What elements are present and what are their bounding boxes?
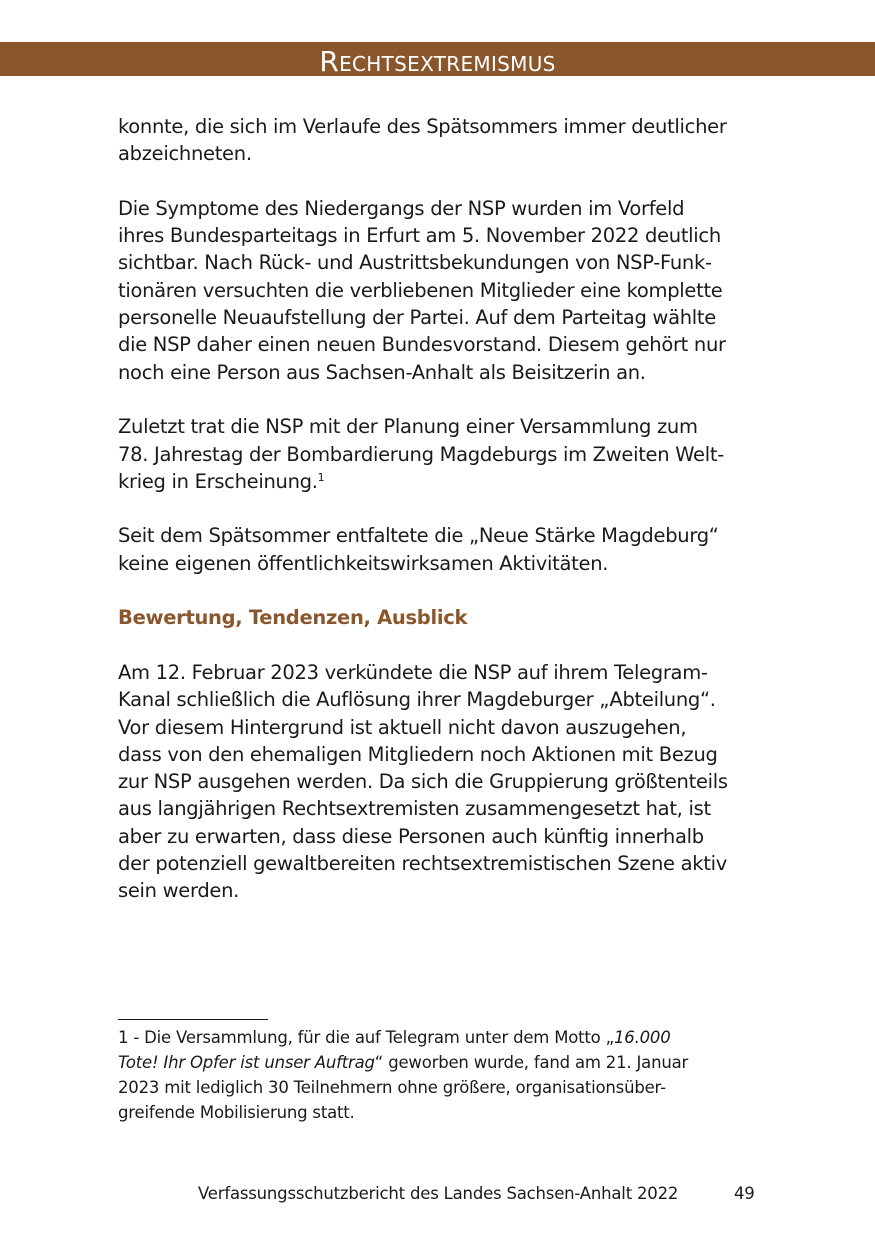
text-line: Seit dem Spätsommer entfaltete die „Neue Stärke Magdeburg“ <box>118 524 719 548</box>
text-line: noch eine Person aus Sachsen-Anhalt als Beisitzerin an. <box>118 360 646 384</box>
footnote-reference[interactable]: 1 <box>317 470 325 484</box>
text-line: der potenziell gewaltbereiten rechtsextremistischen Szene aktiv <box>118 852 727 876</box>
text-line: aber zu erwarten, dass diese Personen auch künftig innerhalb <box>118 824 704 848</box>
footnote <box>118 1025 768 1125</box>
text-line: dass von den ehemaligen Mitgliedern noch Aktionen mit Bezug <box>118 742 718 766</box>
paragraph <box>118 195 768 386</box>
footnote-line <box>118 1050 768 1075</box>
footnote-line: greifende Mobilisierung statt. <box>118 1103 355 1122</box>
text-span: krieg in Erscheinung. <box>118 469 318 493</box>
footer-publication-title: Verfassungsschutzbericht des Landes Sachsen-Anhalt 2022 <box>198 1184 679 1203</box>
footnote-text: 1 - Die Versammlung, für die auf Telegram unter dem Motto „ <box>118 1028 614 1047</box>
paragraph <box>118 113 768 168</box>
page-footer <box>0 1181 875 1207</box>
page-number: 49 <box>734 1184 755 1203</box>
text-line: personelle Neuaufstellung der Partei. Auf dem Parteitag wählte <box>118 306 716 330</box>
text-line: 78. Jahrestag der Bombardierung Magdeburgs im Zweiten Welt- <box>118 442 724 466</box>
text-line: sichtbar. Nach Rück- und Austrittsbekundungen von NSP-Funk- <box>118 251 712 275</box>
footnote-text: “ geworben wurde, fand am 21. Januar <box>374 1053 689 1072</box>
body-text <box>118 113 768 932</box>
footnote-line: 2023 mit lediglich 30 Teilnehmern ohne größere, organisationsüber- <box>118 1078 666 1097</box>
text-line: Vor diesem Hintergrund ist aktuell nicht davon auszugehen, <box>118 715 687 739</box>
header-band <box>0 42 875 76</box>
text-line: Die Symptome des Niedergangs der NSP wurden im Vorfeld <box>118 196 685 220</box>
text-line: Kanal schließlich die Auflösung ihrer Magdeburger „Abteilung“. <box>118 688 716 712</box>
page-title: Rechtsextremismus <box>319 45 556 78</box>
text-line: zur NSP ausgehen werden. Da sich die Gruppierung größtenteils <box>118 770 728 794</box>
text-line: tionären versuchten die verbliebenen Mitglieder eine komplette <box>118 278 723 302</box>
paragraph <box>118 413 768 495</box>
text-line: ihres Bundesparteitags in Erfurt am 5. November 2022 deutlich <box>118 224 721 248</box>
text-line: Zuletzt trat die NSP mit der Planung einer Versammlung zum <box>118 415 698 439</box>
paragraph <box>118 659 768 905</box>
footnote-motto: Tote! Ihr Opfer ist unser Auftrag <box>118 1053 375 1072</box>
text-line: abzeichneten. <box>118 142 252 166</box>
text-line: keine eigenen öffentlichkeitswirksamen Aktivitäten. <box>118 551 609 575</box>
text-line: sein werden. <box>118 879 240 903</box>
text-line: aus langjährigen Rechtsextremisten zusammengesetzt hat, ist <box>118 797 711 821</box>
footnote-divider <box>118 1019 268 1020</box>
section-heading: Bewertung, Tendenzen, Ausblick <box>118 606 468 630</box>
text-line: konnte, die sich im Verlaufe des Spätsommers immer deutlicher <box>118 115 727 138</box>
text-line: Am 12. Februar 2023 verkündete die NSP auf ihrem Telegram- <box>118 660 708 684</box>
text-line <box>118 468 768 495</box>
paragraph <box>118 522 768 577</box>
footnote-line <box>118 1025 768 1050</box>
footnote-motto: 16.000 <box>613 1028 671 1047</box>
text-line: die NSP daher einen neuen Bundesvorstand. Diesem gehört nur <box>118 333 726 357</box>
